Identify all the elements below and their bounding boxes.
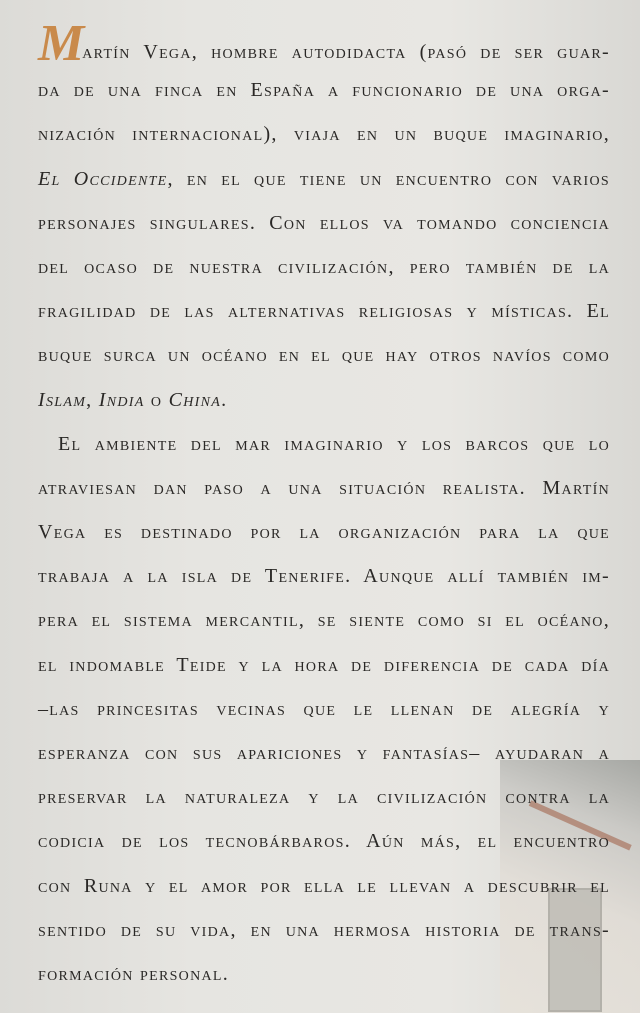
text-segment: esperanza con sus apariciones y fantasías– ayudaran a [38, 742, 610, 764]
text-line [38, 245, 610, 289]
text-line [38, 378, 610, 422]
text-line [38, 643, 610, 687]
text-line [38, 864, 610, 908]
back-cover-synopsis [38, 15, 610, 996]
text-segment: artín Vega, hombre autodidacta (pasó de ser guar- [82, 41, 610, 63]
text-line [38, 157, 610, 201]
text-segment: , en el que tiene un encuentro con varios [167, 167, 610, 190]
text-segment: formación personal. [38, 962, 230, 985]
text-segment: . [221, 388, 228, 411]
text-segment: trabaja a la isla de Tenerife. Aunque allí también im- [38, 565, 610, 588]
text-segment: personajes singulares. Con ellos va tomando conciencia [38, 211, 610, 234]
text-segment: Vega es destinado por la organización para la que [38, 521, 610, 544]
italic-title-text: Islam [38, 388, 87, 411]
text-line [38, 775, 610, 819]
text-line [38, 201, 610, 245]
text-line [38, 598, 610, 642]
text-line [38, 731, 610, 775]
text-line [38, 289, 610, 333]
text-segment: fragilidad de las alternativas religiosas y místicas. El [38, 300, 610, 323]
text-segment: da de una finca en España a funcionario de una orga- [38, 79, 610, 102]
text-segment: con Runa y el amor por ella le llevan a descubrir el [38, 874, 610, 897]
text-line [38, 908, 610, 952]
italic-title-text: El Occidente [38, 167, 168, 190]
text-segment: el indomable Teide y la hora de diferencia de cada día [38, 653, 610, 676]
text-segment: preservar la naturaleza y la civilización contra la [38, 786, 610, 809]
text-line [38, 112, 610, 156]
text-line [38, 952, 610, 996]
text-line [38, 15, 610, 72]
text-segment: pera el sistema mercantil, se siente como si el océano, [38, 609, 610, 632]
text-segment: , [86, 388, 99, 411]
text-line [38, 68, 610, 112]
text-segment: –las princesitas vecinas que le llenan de alegría y [38, 697, 610, 720]
text-segment: del ocaso de nuestra civilización, pero también de la [38, 255, 610, 278]
text-segment: atraviesan dan paso a una situación realista. Martín [38, 476, 610, 499]
text-segment: o [144, 388, 169, 411]
italic-title-text: China [168, 388, 222, 411]
text-line [38, 819, 610, 863]
text-line [38, 333, 610, 377]
text-line [38, 466, 610, 510]
text-line [38, 422, 610, 466]
text-segment: nización internacional), viaja en un buque imaginario, [38, 123, 610, 146]
drop-cap: M [38, 15, 85, 72]
text-line [38, 687, 610, 731]
text-segment: codicia de los tecnobárbaros. Aún más, el encuentro [38, 830, 610, 853]
text-segment: sentido de su vida, en una hermosa historia de trans- [38, 918, 610, 941]
italic-title-text: India [98, 388, 145, 411]
text-line [38, 510, 610, 554]
text-segment: El ambiente del mar imaginario y los barcos que lo [58, 432, 610, 455]
text-line [38, 554, 610, 598]
text-segment: buque surca un océano en el que hay otros navíos como [38, 344, 610, 367]
